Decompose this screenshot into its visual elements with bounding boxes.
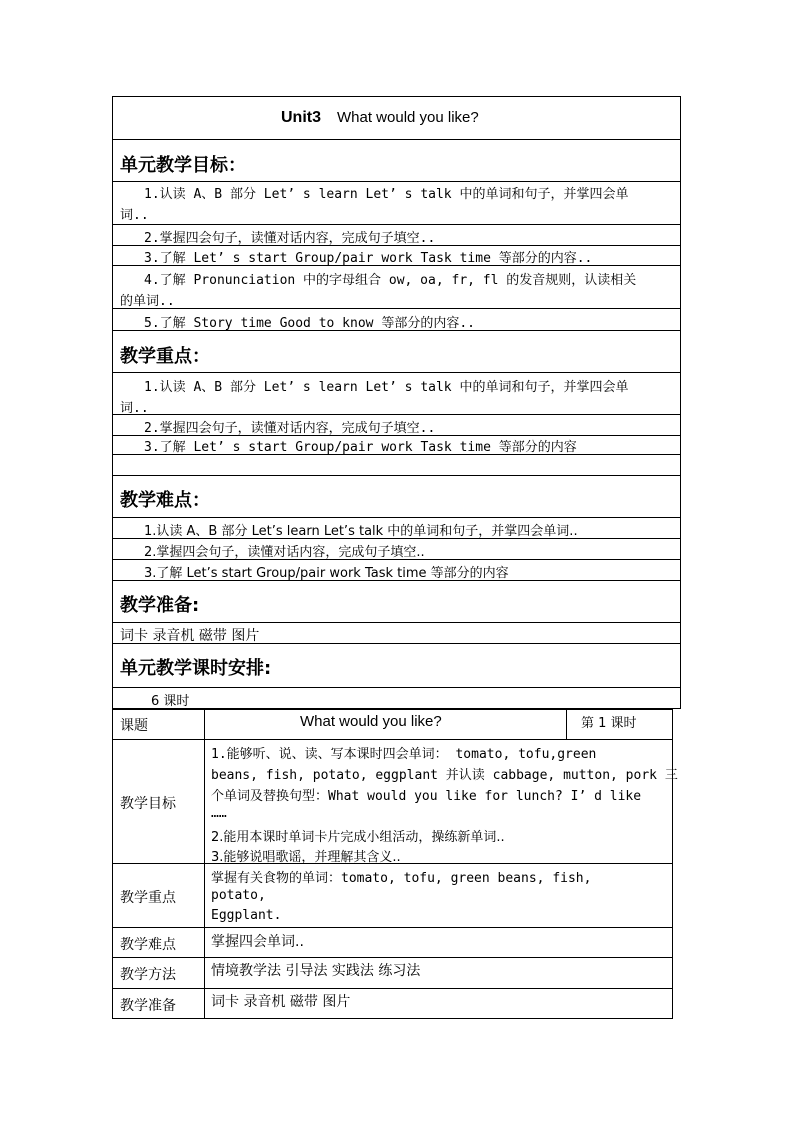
goals-label: 教学目标 (120, 796, 176, 812)
lesson-number-cell (566, 710, 674, 739)
unit-key-heading: 教学重点： (120, 346, 210, 367)
lesson-plan-table (112, 709, 678, 1019)
row-divider (113, 622, 680, 623)
row-divider (113, 372, 680, 373)
unit-goal-line: 2.掌握四会句子，读懂对话内容，完成句子填空.. (144, 231, 436, 246)
unit-title-unit: Unit3 (281, 109, 321, 126)
row-divider (113, 517, 680, 518)
unit-goal-line: 5.了解 Story time Good to know 等部分的内容.. (144, 316, 475, 331)
row-divider (113, 308, 680, 309)
row-divider (113, 988, 672, 989)
goals-line: …… (211, 806, 227, 821)
unit-difficult-line: 1.认读 A、B 部分 Let’s learn Let’s talk 中的单词和句子，并掌四会单词.. (144, 524, 578, 539)
goals-line: 2.能用本课时单词卡片完成小组活动，操练新单词.. (211, 830, 505, 845)
unit-schedule-text: 6 课时 (151, 694, 190, 709)
unit-goals-heading: 单元教学目标： (120, 155, 246, 176)
unit-prep-text: 词卡 录音机 磁带 图片 (120, 628, 260, 644)
unit-difficult-heading: 教学难点： (120, 490, 210, 511)
unit-goal-line: 1.认读 A、B 部分 Let’ s learn Let’ s talk 中的单词和句子，并掌四会单 (144, 187, 629, 202)
key-line: potato, (211, 888, 266, 903)
key-line: Eggplant. (211, 908, 282, 923)
unit-title (281, 109, 479, 127)
row-divider (113, 181, 680, 182)
unit-goal-line: 词.. (120, 208, 149, 223)
prep-value: 词卡 录音机 磁带 图片 (211, 994, 351, 1010)
unit-key-line: 词.. (120, 401, 149, 416)
key-line: 掌握有关食物的单词：tomato, tofu, green beans, fish, (211, 871, 592, 886)
unit-goal-line: 的单词.. (120, 294, 175, 309)
unit-prep-heading: 教学准备: (120, 595, 200, 616)
lesson-number: 第 1 课时 (581, 716, 637, 731)
unit-goal-line: 3.了解 Let’ s start Group/pair work Task time 等部分的内容.. (144, 251, 593, 266)
row-divider (113, 927, 672, 928)
goals-line: 3.能够说唱歌谣，并理解其含义.. (211, 850, 401, 865)
unit-goal-line: 4.了解 Pronunciation 中的字母组合 ow, oa, fr, fl 的发音规则，认读相关 (144, 273, 637, 288)
topic-label: 课题 (120, 718, 148, 734)
row-divider (113, 957, 672, 958)
row-divider (113, 414, 680, 415)
unit-title-question: What would you like? (337, 109, 479, 126)
unit-key-line: 3.了解 Let’ s start Group/pair work Task time 等部分的内容 (144, 440, 577, 455)
topic-value: What would you like? (300, 713, 442, 730)
difficult-label: 教学难点 (120, 937, 176, 953)
unit-difficult-line: 2.掌握四会句子，读懂对话内容，完成句子填空.. (144, 545, 425, 560)
row-divider (113, 139, 680, 140)
row-divider (113, 224, 680, 225)
goals-line: 1.能够听、说、读、写本课时四会单词： tomato, tofu,green (211, 747, 597, 762)
unit-plan-table (112, 96, 681, 709)
key-label: 教学重点 (120, 890, 176, 906)
column-divider (204, 710, 205, 1018)
method-label: 教学方法 (120, 967, 176, 983)
row-divider (113, 475, 680, 476)
goals-line: beans, fish, potato, eggplant 并认读 cabbage, mutton, pork 三 (211, 768, 678, 783)
row-divider (113, 687, 680, 688)
difficult-value: 掌握四会单词.. (211, 934, 304, 950)
prep-label: 教学准备 (120, 998, 176, 1014)
unit-schedule-heading: 单元教学课时安排: (120, 658, 272, 679)
row-divider (113, 739, 672, 740)
unit-difficult-line: 3.了解 Let’s start Group/pair work Task time 等部分的内容 (144, 566, 509, 581)
unit-key-line: 2.掌握四会句子，读懂对话内容，完成句子填空.. (144, 421, 436, 436)
goals-line: 个单词及替换句型：What would you like for lunch? I’ d like (211, 789, 642, 804)
method-value: 情境教学法 引导法 实践法 练习法 (211, 963, 421, 979)
unit-key-line: 1.认读 A、B 部分 Let’ s learn Let’ s talk 中的单词和句子，并掌四会单 (144, 380, 629, 395)
